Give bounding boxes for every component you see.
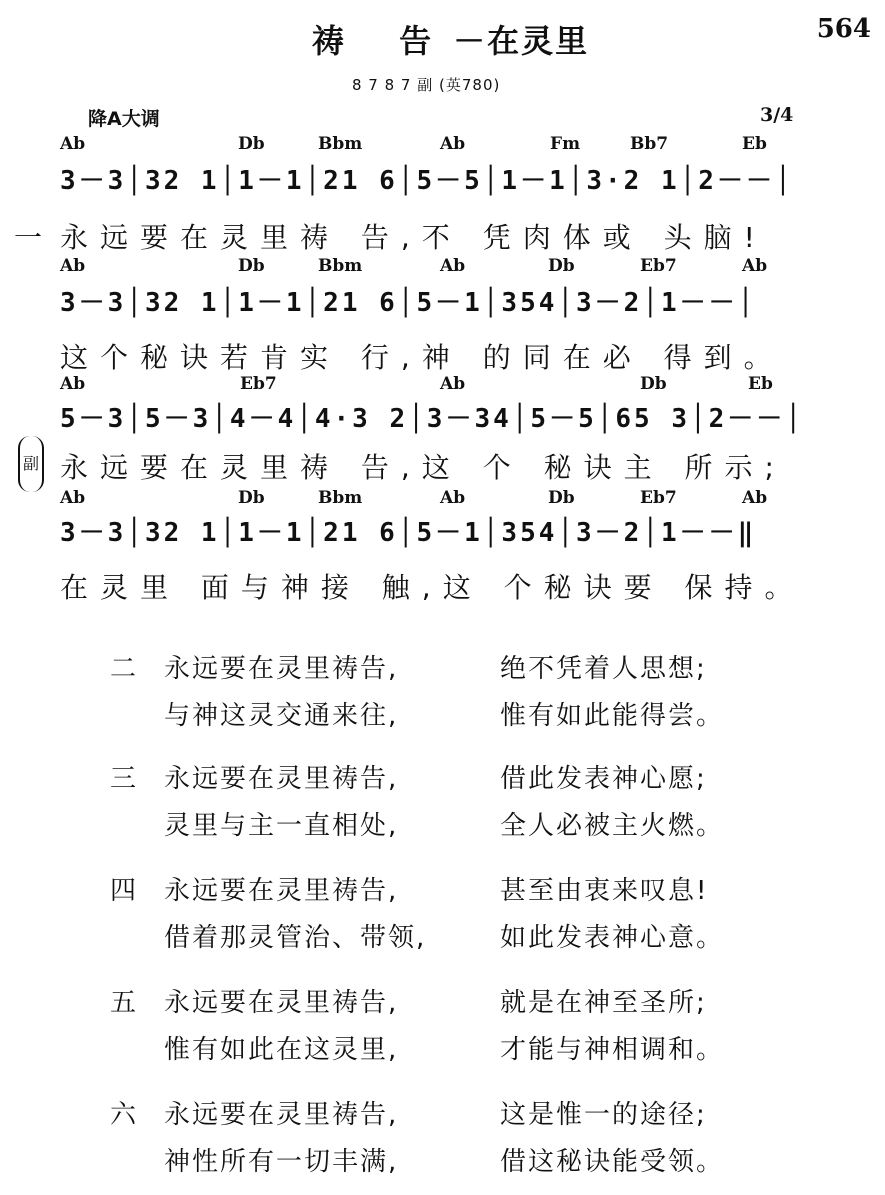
chord: Bbm bbox=[318, 488, 363, 508]
lyric-line: 永远要在灵里祷 告,这 个 秘诀主 所示; bbox=[60, 451, 786, 484]
chord: Ab bbox=[60, 134, 86, 154]
chord: Ab bbox=[440, 374, 466, 394]
chord: Ab bbox=[60, 488, 86, 508]
chord: Bb7 bbox=[630, 134, 669, 154]
verse-line: 永远要在灵里祷告, bbox=[164, 1100, 399, 1130]
chord: Db bbox=[238, 256, 265, 276]
chord: Ab bbox=[440, 134, 466, 154]
chord: Db bbox=[238, 134, 265, 154]
verse-line: 借此发表神心愿; bbox=[500, 764, 707, 794]
notation-line: 3－3│32 1│1－1│21 6│5－1│354│3－2│1－－‖ bbox=[60, 518, 757, 548]
chorus-label: 副 bbox=[18, 436, 44, 492]
chord: Eb7 bbox=[640, 488, 677, 508]
chord: Ab bbox=[440, 488, 466, 508]
verse-number: 四 bbox=[110, 876, 137, 906]
verse-number: 二 bbox=[110, 654, 137, 684]
chord: Bbm bbox=[318, 134, 363, 154]
title-sub: －在灵里 bbox=[453, 22, 590, 60]
lyric-line: 这个秘诀若肯实 行,神 的同在必 得到。 bbox=[60, 341, 784, 374]
verse-line: 借这秘诀能受领。 bbox=[500, 1147, 725, 1177]
verse-line: 永远要在灵里祷告, bbox=[164, 988, 399, 1018]
lyric-line: 永远要在灵里祷 告,不 凭肉体或 头脑! bbox=[60, 221, 767, 254]
chord: Eb bbox=[742, 134, 767, 154]
meter: 8 7 8 7 副 (英780) bbox=[352, 76, 501, 94]
chord: Ab bbox=[742, 488, 768, 508]
verse-line: 与神这灵交通来往, bbox=[164, 701, 399, 731]
notation-line: 5－3│5－3│4－4│4·3 2│3－34│5－5│65 3│2－－│ bbox=[60, 404, 804, 434]
notation-line: 3－3│32 1│1－1│21 6│5－1│354│3－2│1－－│ bbox=[60, 288, 757, 318]
lyric-lead: 一 bbox=[14, 221, 55, 254]
chord: Eb7 bbox=[640, 256, 677, 276]
key-signature: 降A大调 bbox=[88, 108, 160, 130]
chord: Ab bbox=[60, 374, 86, 394]
verse-line: 全人必被主火燃。 bbox=[500, 811, 725, 841]
chord: Db bbox=[548, 488, 575, 508]
chord: Bbm bbox=[318, 256, 363, 276]
verse-line: 神性所有一切丰满, bbox=[164, 1147, 399, 1177]
verse-line: 永远要在灵里祷告, bbox=[164, 876, 399, 906]
verse-line: 就是在神至圣所; bbox=[500, 988, 707, 1018]
verse-line: 永远要在灵里祷告, bbox=[164, 764, 399, 794]
title-main: 祷 告 bbox=[312, 22, 454, 60]
hymn-title bbox=[312, 16, 589, 62]
verse-number: 六 bbox=[110, 1100, 137, 1130]
chord: Eb bbox=[748, 374, 773, 394]
verse-line: 甚至由衷来叹息! bbox=[500, 876, 709, 906]
verse-number: 三 bbox=[110, 764, 137, 794]
verse-line: 这是惟一的途径; bbox=[500, 1100, 707, 1130]
page-number: 564 bbox=[816, 14, 871, 44]
lyric-line: 在灵里 面与神接 触,这 个秘诀要 保持。 bbox=[60, 571, 805, 604]
chord: Eb7 bbox=[240, 374, 277, 394]
chord: Ab bbox=[60, 256, 86, 276]
verse-line: 才能与神相调和。 bbox=[500, 1035, 725, 1065]
chord: Fm bbox=[550, 134, 581, 154]
verse-line: 永远要在灵里祷告, bbox=[164, 654, 399, 684]
chord: Ab bbox=[440, 256, 466, 276]
chord: Db bbox=[238, 488, 265, 508]
chord: Ab bbox=[742, 256, 768, 276]
verse-number: 五 bbox=[110, 988, 137, 1018]
verse-line: 灵里与主一直相处, bbox=[164, 811, 399, 841]
verse-line: 借着那灵管治、带领, bbox=[164, 923, 427, 953]
verse-line: 惟有如此能得尝。 bbox=[500, 701, 725, 731]
chord: Db bbox=[548, 256, 575, 276]
verse-line: 绝不凭着人思想; bbox=[500, 654, 707, 684]
verse-line: 如此发表神心意。 bbox=[500, 923, 725, 953]
notation-line: 3－3│32 1│1－1│21 6│5－5│1－1│3·2 1│2－－│ bbox=[60, 166, 794, 196]
chord: Db bbox=[640, 374, 667, 394]
time-signature: 3/4 bbox=[760, 104, 794, 126]
verse-line: 惟有如此在这灵里, bbox=[164, 1035, 399, 1065]
